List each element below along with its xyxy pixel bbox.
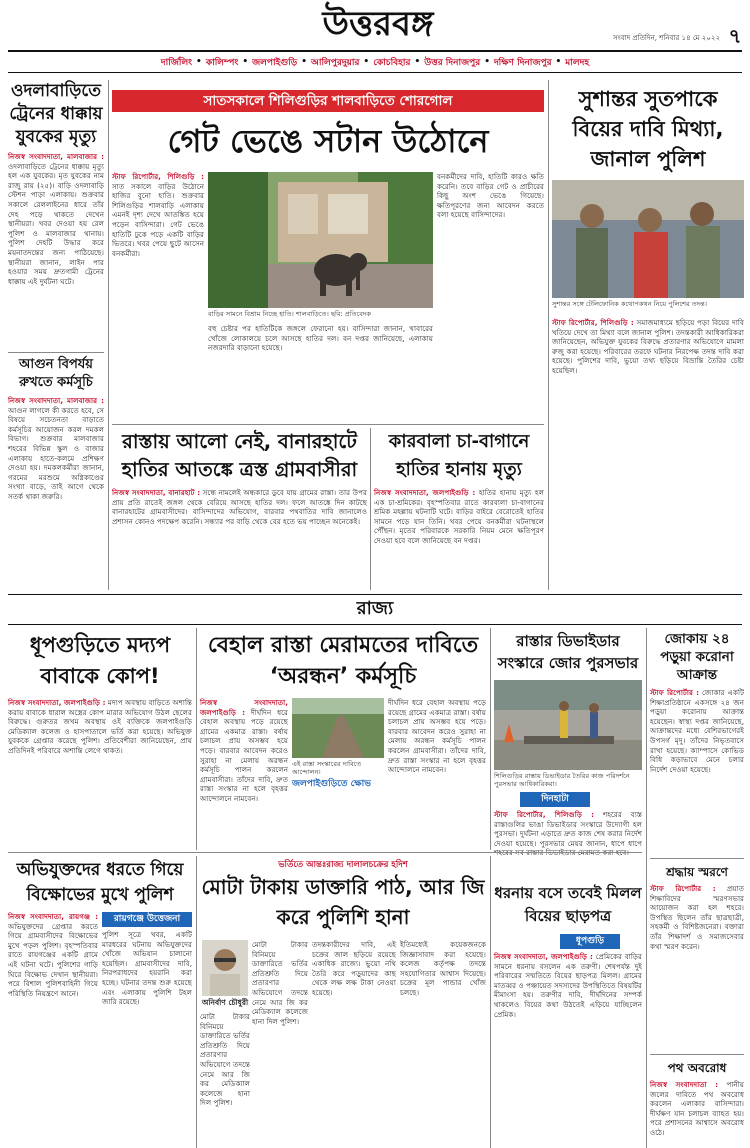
karbala-body	[374, 488, 544, 590]
district-item: কোচবিহার	[373, 57, 411, 68]
district-separator: •	[242, 57, 249, 67]
sushanta-headline: সুশান্তর সুতপাকে বিয়ের দাবি মিথ্যা, জানাল পুলিশ	[572, 87, 724, 171]
obhijukto-tag: রায়গঞ্জে উত্তেজনা	[102, 912, 192, 927]
mota-col-c: ইতিমধ্যেই কয়েকজনকে জিজ্ঞাসাবাদ করা হয়েছে। কলেজ কর্তৃপক্ষ তদন্তে সহযোগিতার আশ্বাস দিয়েছে। চক্রের মূল পান্ডার খোঁজ চলছে।	[400, 940, 486, 997]
behal-headline: বেহাল রাস্তা মেরামতের দাবিতে ‘অরন্ধন’ কর্মসূচি	[207, 633, 479, 689]
district-item: দক্ষিণ দিনাজপুর	[493, 57, 552, 68]
lead-byline: স্টাফ রিপোর্টার, শিলিগুড়ি :	[112, 172, 204, 181]
district-separator: •	[301, 57, 307, 67]
elephant-photo	[208, 172, 433, 308]
district-rule	[8, 72, 742, 73]
behal-body-2: দীর্ঘদিন ধরে বেহাল অবস্থায় পড়ে রয়েছে গ্রামের একমাত্র রাস্তা। বর্ষায় চলাচল প্রায় অসম্ভব হয়ে পড়ে। বারবার আবেদন করেও সুরাহা না মেলায় অরন্ধন কর্মসূচি পালন করলেন গ্রামবাসীরা। তাঁদের দাবি, দ্রুত রাস্তা সংস্কার না হলে বৃহত্তর আন্দোলনে নামবেন।	[388, 698, 486, 775]
obhijukto-headline: অভিযুক্তদের ধরতে গিয়ে বিক্ষোভের মুখে পুলিশ	[16, 860, 184, 905]
masthead-rule	[8, 50, 742, 52]
mota-col-a: মোটা টাকার বিনিময়ে ডাক্তারিতে ভর্তির প্রতিশ্রুতি দিয়ে প্রতারণার অভিযোগে তদন্তে নেমে আর জি কর মেডিক্যাল কলেজে হানা দিল পুলিশ।	[252, 940, 308, 1026]
shraddha-divider	[650, 1054, 744, 1055]
shraddha-byline: স্টাফ রিপোর্টার :	[650, 884, 716, 893]
author-photo-art	[202, 940, 248, 996]
behal-byline: নিজস্ব সংবাদদাতা, জলপাইগুড়ি :	[200, 698, 288, 717]
odlabari-byline: নিজস্ব সংবাদদাতা, মালবাজার :	[8, 152, 104, 161]
path-body	[650, 1080, 744, 1144]
dharna-byline: নিজস্ব সংবাদদাতা, জলপাইগুড়ি :	[494, 952, 593, 961]
col-rule-right	[548, 80, 549, 590]
jokay-divider	[650, 858, 744, 859]
divider-photo	[494, 680, 642, 770]
banarhat-text: সন্ধে নামলেই অন্ধকারে ডুবে যায় গ্রামের রাস্তা। তার উপর প্রায় প্রতি রাতেই জঙ্গল থেকে বেরিয়ে আসছে হাতির দল। ফলে আতঙ্কে দিন কাটছে বানারহাটের গ্রামবাসীদের। বাসিন্দাদের অভিযোগ, বারবার পথবাতির দাবি জানালেও প্রশাসন কোনও পদক্ষেপ করেনি। সন্ধ্যার পর বাড়ি থেকে বের হতে ভয় পাচ্ছেন অনেকেই।	[112, 488, 367, 526]
behal-body	[200, 698, 288, 848]
shraddha-headline: শ্রদ্ধায় স্মরণে	[666, 865, 728, 879]
district-separator: •	[484, 57, 490, 67]
jokay-body	[650, 688, 744, 856]
mid-divider	[112, 424, 544, 425]
aagun-body	[8, 396, 104, 592]
banarhat-byline: নিজস্ব সংবাদদাতা, বানারহাট :	[112, 488, 201, 497]
behal-photo-art	[292, 698, 384, 758]
karbala-headline: কারবালা চা-বাগানে হাতির হানায় মৃত্যু	[388, 431, 530, 480]
jokay-headline: জোকায় ২৪ পড়ুয়া করোনা আক্রান্ত	[660, 631, 734, 683]
lead-col-3: বনকর্মীদের দাবি, হাতিটি কারও ক্ষতি করেনি। তবে বাড়ির গেট ও প্রাচীরের কিছু অংশ ভেঙে গিয়েছে। ক্ষতিপূরণের জন্য আবেদন করতে বলা হয়েছে বাসিন্দাদের।	[437, 172, 544, 220]
elephant-photo-caption: বাড়ির সামনে বিশ্রাম নিচ্ছে হাতি। শালবাড়িতে। ছবি: প্রতিবেদক	[208, 310, 371, 318]
obhijukto-rule	[196, 856, 197, 1148]
district-separator: •	[363, 57, 370, 67]
elephant-photo-art	[208, 172, 433, 308]
mota-col-base: মোটা টাকার বিনিময়ে ডাক্তারিতে ভর্তির প্রতিশ্রুতি দিয়ে প্রতারণার অভিযোগে তদন্তে নেমে আর জি কর মেডিক্যাল কলেজে হানা দিল পুলিশ।	[200, 1012, 250, 1108]
shraddha-text: প্রয়াত শিক্ষাবিদের স্মরণসভার আয়োজন করা হল শহরে। উপস্থিত ছিলেন তাঁর ছাত্রছাত্রী, সহকর্মী ও বিশিষ্টজনেরা। বক্তারা তাঁর শিক্ষাদর্শ ও সমাজসেবার কথা স্মরণ করেন।	[650, 884, 744, 951]
obhijukto-byline: নিজস্ব সংবাদদাতা, রায়গঞ্জ :	[8, 912, 98, 921]
date-line: সংবাদ প্রতিদিন, শনিবার ১৪ মে ২০২২	[612, 34, 720, 42]
karbala-text: হাতির হানায় মৃত্যু হল এক চা-শ্রমিকের। বৃহস্পতিবার রাতে কারবালা চা-বাগানের শ্রমিক মহল্লায় ঘটনাটি ঘটে। বাড়ির বাইরে বেরোতেই হাতির সামনে পড়ে যান তিনি। খবর পেয়ে বনকর্মীরা ঘটনাস্থলে পৌঁছন। মৃতের পরিবারকে সরকারি নিয়ম মেনে ক্ষতিপূরণ দেওয়া হবে বলে জানিয়েছে বন দপ্তর।	[374, 488, 544, 545]
divider-location: দিনহাটা	[520, 792, 590, 807]
district-separator: •	[196, 57, 202, 67]
divider-rule	[646, 628, 647, 1148]
district-item: আলিপুরদুয়ার	[310, 57, 360, 68]
district-item: মালদহ	[565, 57, 590, 68]
mota-rule	[490, 856, 491, 1148]
path-headline: পথ অবরোধ	[667, 1061, 727, 1075]
mota-kicker: ভর্তিতে আন্তঃরাজ্য দালালচক্রের হদিশ	[278, 860, 408, 870]
district-item: উত্তর দিনাজপুর	[424, 57, 481, 68]
odlabari-headline: ওদলাবাড়িতে ট্রেনের ধাক্কায় যুবকের মৃত্যু	[9, 81, 103, 147]
divider-byline: স্টাফ রিপোর্টার, শিলিগুড়ি :	[494, 810, 595, 819]
lead-col-1	[112, 172, 204, 420]
lead-kicker: সাতসকালে শিলিগুড়ির শালবাড়িতে শোরগোল	[112, 90, 544, 112]
lead-text-1: সাত সকালে বাড়ির উঠোনে হাজির বুনো হাতি। শুক্রবার শিলিগুড়ির শালবাড়ি এলাকায় এমনই দৃশ্য দেখে আতঙ্কিত হয়ে পড়েন বাসিন্দারা। গেট ভেঙে হাতিটি ঢুকে পড়ে একটি বাড়ির ভিতরে। খবর পেয়ে ছুটে আসেন বনকর্মীরা।	[112, 181, 204, 258]
aagun-headline: আগুন বিপর্যয় রুখতে কর্মসূচি	[19, 357, 93, 390]
aagun-text: আগুন লাগলে কী করতে হবে, সে বিষয়ে সচেতনতা বাড়াতে কর্মসূচির আয়োজন করল দমকল বিভাগ। শুক্রবার মালবাজার শহরের বিভিন্ন স্কুল ও বাজার এলাকায় হাতে-কলমে প্রশিক্ষণ দেওয়া হয়। দমকলকর্মীরা জানান, গরমের মরশুমে অগ্নিকাণ্ডের সংখ্যা বাড়ে, তাই আগে থেকে সতর্ক থাকা জরুরি।	[8, 405, 104, 501]
path-byline: নিজস্ব সংবাদদাতা :	[650, 1080, 719, 1089]
district-separator: •	[555, 57, 562, 67]
district-item: কালিম্পং	[205, 57, 239, 68]
dhupguri-byline: নিজস্ব সংবাদদাতা, জলপাইগুড়ি :	[8, 698, 106, 707]
section-rule-top	[8, 594, 742, 595]
author-name: অনির্বাণ চৌধুরী	[201, 998, 249, 1007]
dhupguri-body	[8, 698, 192, 848]
jokay-byline: স্টাফ রিপোর্টার :	[650, 688, 699, 697]
district-item: জলপাইগুড়ি	[252, 57, 298, 68]
dharna-location: ধূপগুড়ি	[560, 934, 620, 949]
obhijukto-col-1	[8, 912, 98, 1144]
section-rule-bottom	[8, 624, 742, 625]
masthead	[0, 0, 750, 82]
jokay-text: জোকার একটি শিক্ষাপ্রতিষ্ঠানে একসঙ্গে ২৪ জন পড়ুয়া করোনায় আক্রান্ত হয়েছেন। স্বাস্থ্য দপ্তর জানিয়েছে, আক্রান্তদের মধ্যে বেশিরভাগেরই উপসর্গ মৃদু। তাঁদের নিভৃতবাসে রাখা হয়েছে। ক্যাম্পাসে কোভিড বিধি কড়াভাবে মেনে চলার নির্দেশ দেওয়া হয়েছে।	[650, 688, 744, 774]
district-item: দার্জিলিং	[160, 57, 193, 68]
obhijukto-text-1: অভিযুক্তদের গ্রেপ্তার করতে গিয়ে গ্রামবাসীদের বিক্ষোভের মুখে পড়ল পুলিশ। বৃহস্পতিবার রাতে রায়গঞ্জের একটি গ্রামে এই ঘটনা ঘটে। পুলিশের গাড়ি ঘিরে বিক্ষোভ দেখান স্থানীয়রা। পরে বিশাল পুলিশবাহিনী গিয়ে পরিস্থিতি নিয়ন্ত্রণে আনে।	[8, 921, 98, 998]
mota-headline: মোটা টাকায় ডাক্তারি পাঠ, আর জি করে পুলিশি হানা	[201, 875, 485, 929]
lead-headline: গেট ভেঙে সটান উঠোনে	[167, 122, 489, 160]
divider-photo-caption: শিলিগুড়ির রাস্তায় ডিভাইডার তৈরির কাজ পরিদর্শনে পুরসভার আধিকারিকরা।	[494, 772, 630, 788]
odlabari-text: ওদলাবাড়িতে ট্রেনের ধাক্কায় মৃত্যু হল এক যুবকের। মৃত যুবকের নাম রাজু রায় (২৫)। বাড়ি ওদলাবাড়ি স্টেশন পাড়া এলাকায়। শুক্রবার সকালে রেললাইনের ধারে তাঁর দেহ পড়ে থাকতে দেখেন স্থানীয়রা। খবর দেওয়া হয় রেল পুলিশ ও মালবাজার থানায়। পুলিশ দেহটি উদ্ধার করে ময়নাতদন্তের জন্য পাঠিয়েছে। স্থানীয়রা জানান, লাইন পার হওয়ার সময় দ্রুতগামী ট্রেনের ধাক্কায় এই দুর্ঘটনা ঘটে।	[8, 161, 104, 286]
dhupguri-rule	[196, 628, 197, 850]
dhupguri-text: মদ্যপ অবস্থায় বাড়িতে অশান্তি করায় বাবাকে ধারাল অস্ত্রের কোপ মারার অভিযোগ উঠল ছেলের বিরুদ্ধে। গুরুতর জখম অবস্থায় ওই ব্যক্তিকে জলপাইগুড়ি মেডিক্যাল কলেজ ও হাসপাতালে ভর্তি করা হয়েছে। অভিযুক্ত যুবককে গ্রেপ্তার করেছে পুলিশ। প্রতিবেশীরা জানিয়েছেন, প্রায় প্রতিদিনই পরিবারে অশান্তি লেগে থাকত।	[8, 698, 192, 755]
bottom-divider	[8, 852, 642, 853]
dhupguri-headline: ধূপগুড়িতে মদ্যপ বাবাকে কোপ!	[29, 633, 171, 688]
district-bar	[8, 55, 742, 69]
sushanta-text: সমাজমাধ্যমে ছড়িয়ে পড়া বিয়ের দাবি খতিয়ে দেখে তা মিথ্যা বলে জানাল পুলিশ। তদন্তকারী আধিকারিকরা জানিয়েছেন, অভিযুক্ত যুবকের বিরুদ্ধে প্রতারণার অভিযোগে মামলা রুজু করা হয়েছে। পরিবারের তরফে ঘটনার নিরপেক্ষ তদন্ত দাবি করা হয়েছে। পুলিশের দাবি, ভুয়ো তথ্য ছড়িয়ে বিভ্রান্তি তৈরির চেষ্টা হয়েছিল।	[552, 318, 744, 375]
sushanta-photo-art	[552, 180, 744, 298]
behal-photo	[292, 698, 384, 758]
dharna-text: প্রেমিকের বাড়ির সামনে ধরনায় বসলেন এক তরুণী। শেষপর্যন্ত দুই পরিবারের সম্মতিতে বিয়ের ছাড়পত্র মিলল। গ্রামের মাতব্বর ও পঞ্চায়েত সদস্যদের উপস্থিতিতে বিষয়টির মীমাংসা হয়। তরুণীর দাবি, দীর্ঘদিনের সম্পর্ক থাকলেও বিয়ের কথা উঠতেই এড়িয়ে যাচ্ছিলেন প্রেমিক।	[494, 952, 642, 1019]
divider-headline: রাস্তার ডিভাইডার সংস্কারে জোর পুরসভার	[497, 632, 639, 672]
masthead-title: উত্তরবঙ্গ	[322, 4, 434, 44]
author-photo	[202, 940, 248, 996]
behal-rule	[490, 628, 491, 850]
sushanta-photo	[552, 180, 744, 298]
col-rule-left	[108, 80, 109, 590]
path-text: পানীয় জলের দাবিতে পথ অবরোধ করলেন এলাকার বাসিন্দারা। দীর্ঘক্ষণ যান চলাচল ব্যাহত হয়। পরে প্রশাসনের আশ্বাসে অবরোধ ওঠে।	[650, 1080, 744, 1137]
divider-photo-art	[494, 680, 642, 770]
banarhat-rule	[370, 428, 371, 590]
behal-photo-caption: এই রাস্তা সংস্কারের দাবিতে আন্দোলন।	[292, 760, 362, 776]
left-divider-1	[8, 352, 104, 353]
odlabari-body	[8, 152, 104, 352]
sushanta-body	[552, 318, 744, 590]
banarhat-body	[112, 488, 367, 590]
sushanta-photo-caption: সুশান্তর সঙ্গে টেলিফোনিক কথোপকথন নিয়ে পুলিশের তদন্ত।	[552, 300, 708, 308]
sushanta-byline: স্টাফ রিপোর্টার, শিলিগুড়ি :	[552, 318, 634, 327]
dharna-headline: ধরনায় বসে তবেই মিলল বিয়ের ছাড়পত্র	[494, 884, 642, 925]
district-separator: •	[414, 57, 421, 67]
section-label: রাজ্য	[356, 598, 394, 619]
divider-body	[494, 810, 642, 850]
karbala-byline: নিজস্ব সংবাদদাতা, জলপাইগুড়ি :	[374, 488, 476, 497]
shraddha-body	[650, 884, 744, 1052]
mota-col-b: তদন্তকারীদের দাবি, এই চক্রের জাল ছড়িয়ে রয়েছে একাধিক রাজ্যে। ভুয়ো নথি তৈরি করে পড়ুয়াদের কাছ থেকে লক্ষ লক্ষ টাকা নেওয়া হয়েছে।	[312, 940, 396, 997]
behal-photo-label: জলপাইগুড়িতে ক্ষোভ	[292, 779, 371, 789]
obhijukto-col-2: পুলিশ সূত্রে খবর, একটি মারধরের ঘটনায় অভিযুক্তদের খোঁজে অভিযান চালানো হয়েছিল। গ্রামবাসীদের দাবি, নিরপরাধদের হয়রানি করা হচ্ছে। ঘটনার তদন্ত শুরু হয়েছে এবং এলাকায় পুলিশি টহল জারি রয়েছে।	[102, 930, 192, 1007]
page-number: ৭	[728, 24, 742, 48]
aagun-byline: নিজস্ব সংবাদদাতা, মালবাজার :	[8, 396, 104, 405]
behal-text: দীর্ঘদিন ধরে বেহাল অবস্থায় পড়ে রয়েছে গ্রামের একমাত্র রাস্তা। বর্ষায় চলাচল প্রায় অসম্ভব হয়ে পড়ে। বারবার আবেদন করেও সুরাহা না মেলায় অরন্ধন কর্মসূচি পালন করলেন গ্রামবাসীরা। তাঁদের দাবি, দ্রুত রাস্তা সংস্কার না হলে বৃহত্তর আন্দোলনে নামবেন।	[200, 707, 288, 803]
divider-text: শহরের ব্যস্ত রাস্তাগুলির ভাঙা ডিভাইডার সংস্কারে উদ্যোগী হল পুরসভা। দুর্ঘটনা এড়াতে দ্রুত কাজ শেষ করার নির্দেশ দেওয়া হয়েছে। পুরসভার মেয়র জানান, ধাপে ধাপে	[494, 810, 642, 848]
dharna-body	[494, 952, 642, 1144]
lead-col-2: বহু চেষ্টার পর হাতিটিকে জঙ্গলে ফেরানো হয়। বাসিন্দারা জানান, খাবারের খোঁজে লোকালয়ে চলে আসছে হাতির দল। বন দপ্তর জানিয়েছে, এলাকায় নজরদারি বাড়ানো হয়েছে।	[208, 324, 433, 353]
banarhat-headline: রাস্তায় আলো নেই, বানারহাটে হাতির আতঙ্কে ত্রস্ত গ্রামবাসীরা	[121, 430, 358, 481]
